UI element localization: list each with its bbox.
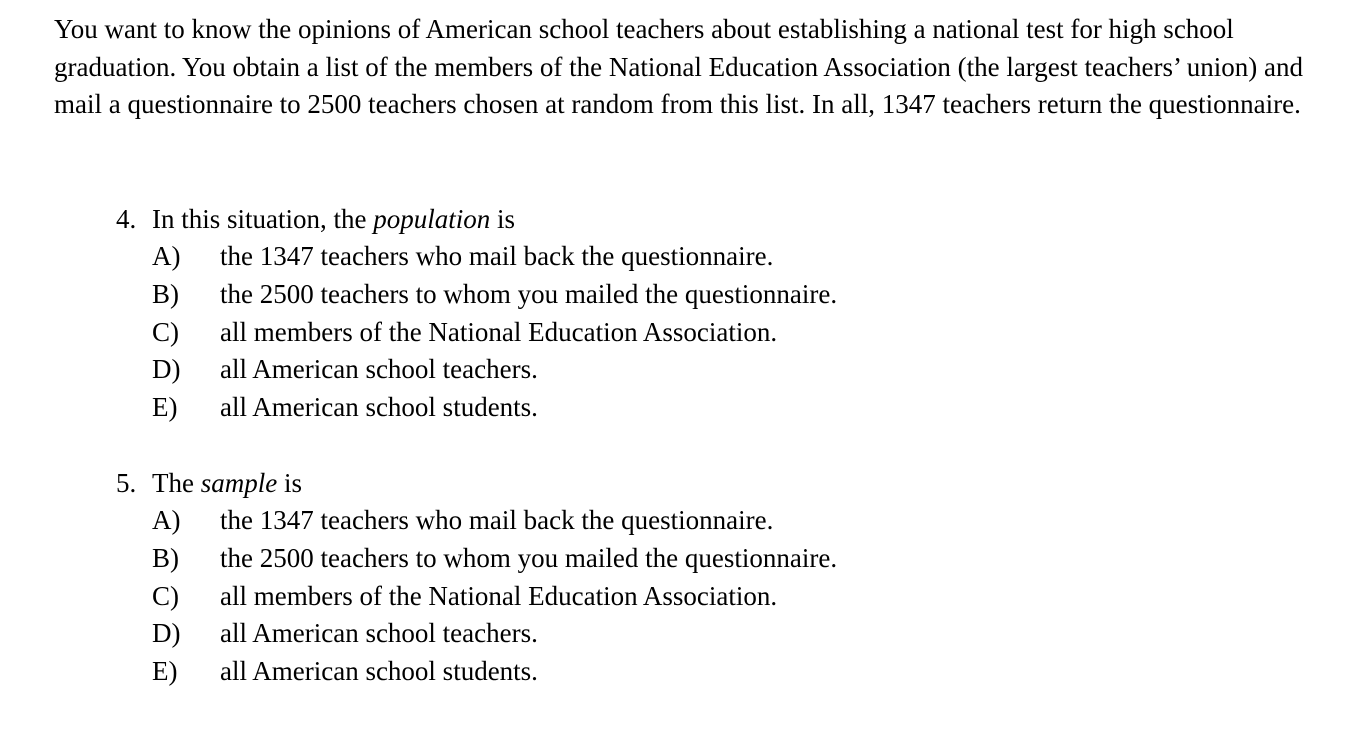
choice-text: all American school students. — [220, 656, 538, 687]
stem-text: In this situation, the — [152, 204, 374, 234]
question-number: 5. — [116, 468, 137, 498]
stem-emphasis: sample — [200, 468, 278, 498]
intro-paragraph: You want to know the opinions of American school teachers about establishing a national test for high school graduation. You obtain a list of the members of the National Education Association (the largest teachers’ union) and mail a questionnaire to 2500 teachers chosen at random from this list. In all, 1347 teachers return the questionnaire. — [54, 14, 1303, 119]
choice-text: the 2500 teachers to whom you mailed the questionnaire. — [220, 542, 838, 573]
question-number: 4. — [116, 204, 137, 234]
answer-choice-a — [116, 502, 1016, 540]
stem-text-end: is — [490, 204, 516, 234]
question-stem — [116, 464, 1016, 502]
answer-choice-e — [116, 653, 1016, 691]
choice-letter: B) — [152, 542, 179, 573]
answer-choice-d — [116, 351, 1016, 389]
choice-letter: E) — [152, 656, 178, 687]
choice-letter: C) — [152, 580, 179, 611]
answer-choice-c — [116, 314, 1016, 352]
choice-letter: D) — [152, 354, 181, 385]
choice-text: the 1347 teachers who mail back the questionnaire. — [220, 505, 774, 535]
answer-choices — [116, 502, 1016, 691]
stem-text-end: is — [277, 468, 302, 498]
answer-choice-c — [116, 578, 1016, 616]
answer-choice-b — [116, 276, 1016, 314]
choice-text: all American school teachers. — [220, 618, 538, 649]
choice-text: the 2500 teachers to whom you mailed the questionnaire. — [220, 278, 838, 309]
choice-letter: A) — [152, 241, 181, 271]
choice-text: all members of the National Education Association. — [220, 316, 778, 347]
choice-text: all members of the National Education Association. — [220, 580, 778, 611]
choice-letter: B) — [152, 278, 179, 309]
choice-letter: D) — [152, 618, 181, 649]
choice-letter: A) — [152, 505, 181, 535]
answer-choice-b — [116, 540, 1016, 578]
choice-text: the 1347 teachers who mail back the questionnaire. — [220, 241, 774, 271]
choice-text: all American school teachers. — [220, 354, 538, 385]
question-5 — [116, 464, 1016, 691]
choice-letter: E) — [152, 392, 178, 423]
choice-text: all American school students. — [220, 392, 538, 423]
choice-letter: C) — [152, 316, 179, 347]
answer-choice-a — [116, 238, 1016, 276]
answer-choices — [116, 238, 1016, 427]
answer-choice-e — [116, 389, 1016, 427]
question-4 — [116, 200, 1016, 427]
stem-text: The — [152, 468, 201, 498]
answer-choice-d — [116, 615, 1016, 653]
stem-emphasis: population — [373, 204, 491, 234]
question-stem — [116, 200, 1016, 238]
